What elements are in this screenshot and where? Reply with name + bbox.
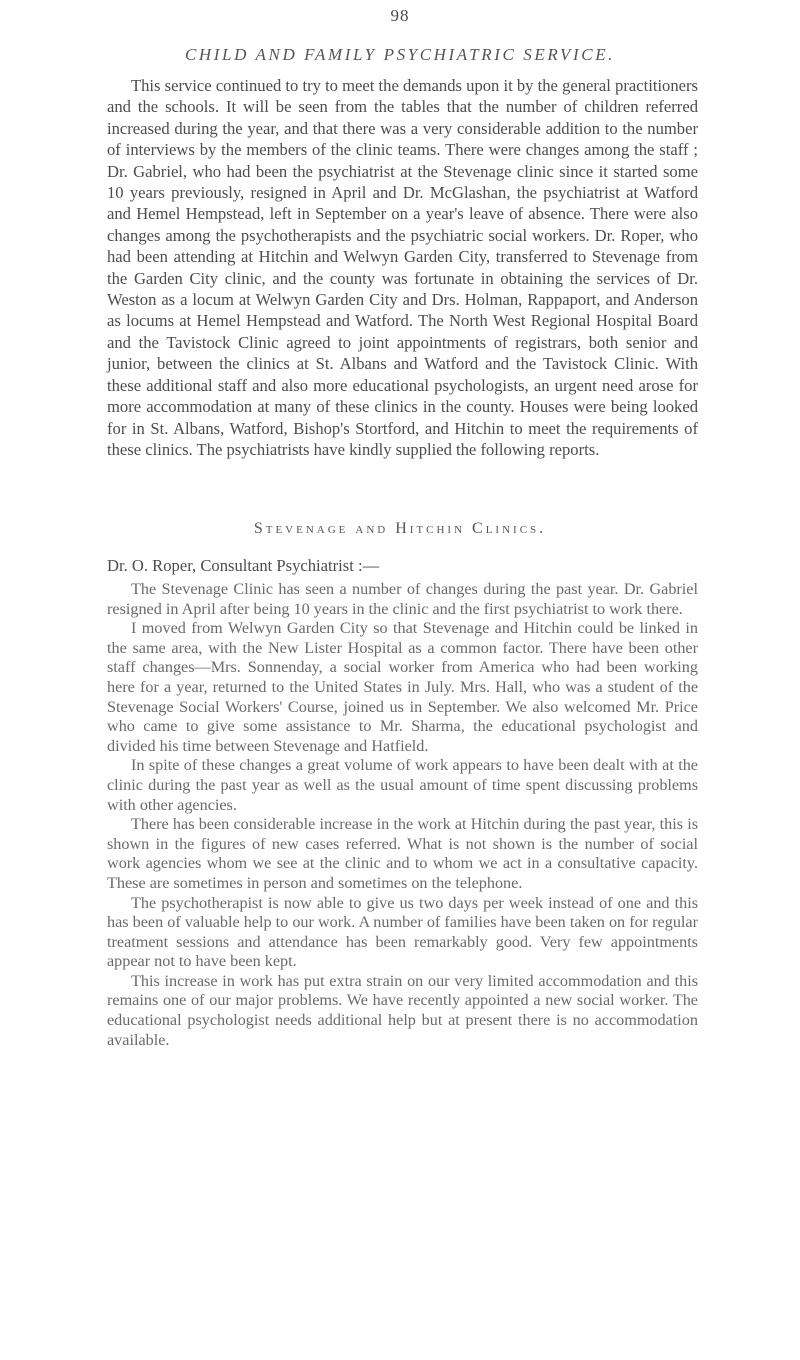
report-paragraph: In spite of these changes a great volume of work appears to have been dealt with at the clinic during the past year as well as the usual amount of time spent discussing problems with other agencies. xyxy=(107,756,698,814)
section-title: Stevenage and Hitchin Clinics. xyxy=(253,520,547,537)
report-body xyxy=(107,580,698,1050)
report-paragraph: The Stevenage Clinic has seen a number of changes during the past year. Dr. Gabriel resigned in April after being 10 years in the clinic and the first psychiatrist to work there. xyxy=(107,580,698,618)
report-paragraph: There has been considerable increase in the work at Hitchin during the past year, this is shown in the figures of new cases referred. What is not shown is the number of social work agencies whom we see at the clinic and to whom we act in a consultative capacity. These are sometimes in person and sometimes on the telephone. xyxy=(107,815,698,892)
report-paragraph: The psychotherapist is now able to give us two days per week instead of one and this has been of valuable help to our work. A number of families have been taken on for regular treatment sessions and attendance has been remarkably good. Very few appointments appear not to have been kept. xyxy=(107,893,698,971)
page-number: 98 xyxy=(390,6,410,25)
report-paragraph: This increase in work has put extra strain on our very limited accommodation and this remains one of our major problems. We have recently appointed a new social worker. The educational psychologist needs additional help but at present there is no accommodation available. xyxy=(107,971,698,1049)
report-byline: Dr. O. Roper, Consultant Psychiatrist :— xyxy=(107,556,380,575)
report-paragraph: I moved from Welwyn Garden City so that Stevenage and Hitchin could be linked in the same area, with the New Lister Hospital as a common factor. There have been other staff changes—Mrs. Sonnenday, a social worker from America who had been working here for a year, returned to the United States in July. Mrs. Hall, who was a student of the Stevenage Social Workers' Course, joined us in September. We also welcomed Mr. Price who came to give some assistance to Mr. Sharma, the educational psychologist and divided his time between Stevenage and Hatfield. xyxy=(107,619,698,755)
intro-paragraph: This service continued to try to meet the demands upon it by the general practitioners and the schools. It will be seen from the tables that the number of children referred increased during the year, and that there was a very considerable addition to the number of interviews by the members of the clinic teams. There were changes among the staff ; Dr. Gabriel, who had been the psychiatrist at the Stevenage clinic since it started some 10 years previously, resigned in April and Dr. McGlashan, the psychiatrist at Watford and Hemel Hempstead, left in September on a year's leave of absence. There were also changes among the psychotherapists and the psychiatric social workers. Dr. Roper, who had been attending at Hitchin and Welwyn Garden City, transferred to Stevenage from the Garden City clinic, and the county was fortunate in obtaining the services of Dr. Weston as a locum at Welwyn Garden City and Drs. Holman, Rappaport, and Anderson as locums at Hemel Hempstead and Watford. The North West Regional Hospital Board and the Tavistock Clinic agreed to joint appointments of registrars, both senior and junior, between the clinics at St. Albans and Watford and the Tavistock Clinic. With these additional staff and also more educational psychologists, an urgent need arose for more accommodation at many of these clinics in the county. Houses were being looked for in St. Albans, Watford, Bishop's Stortford, and Hitchin to meet the requirements of these clinics. The psychiatrists have kindly supplied the following reports. xyxy=(107,76,698,459)
page-heading: CHILD AND FAMILY PSYCHIATRIC SERVICE. xyxy=(184,45,616,64)
